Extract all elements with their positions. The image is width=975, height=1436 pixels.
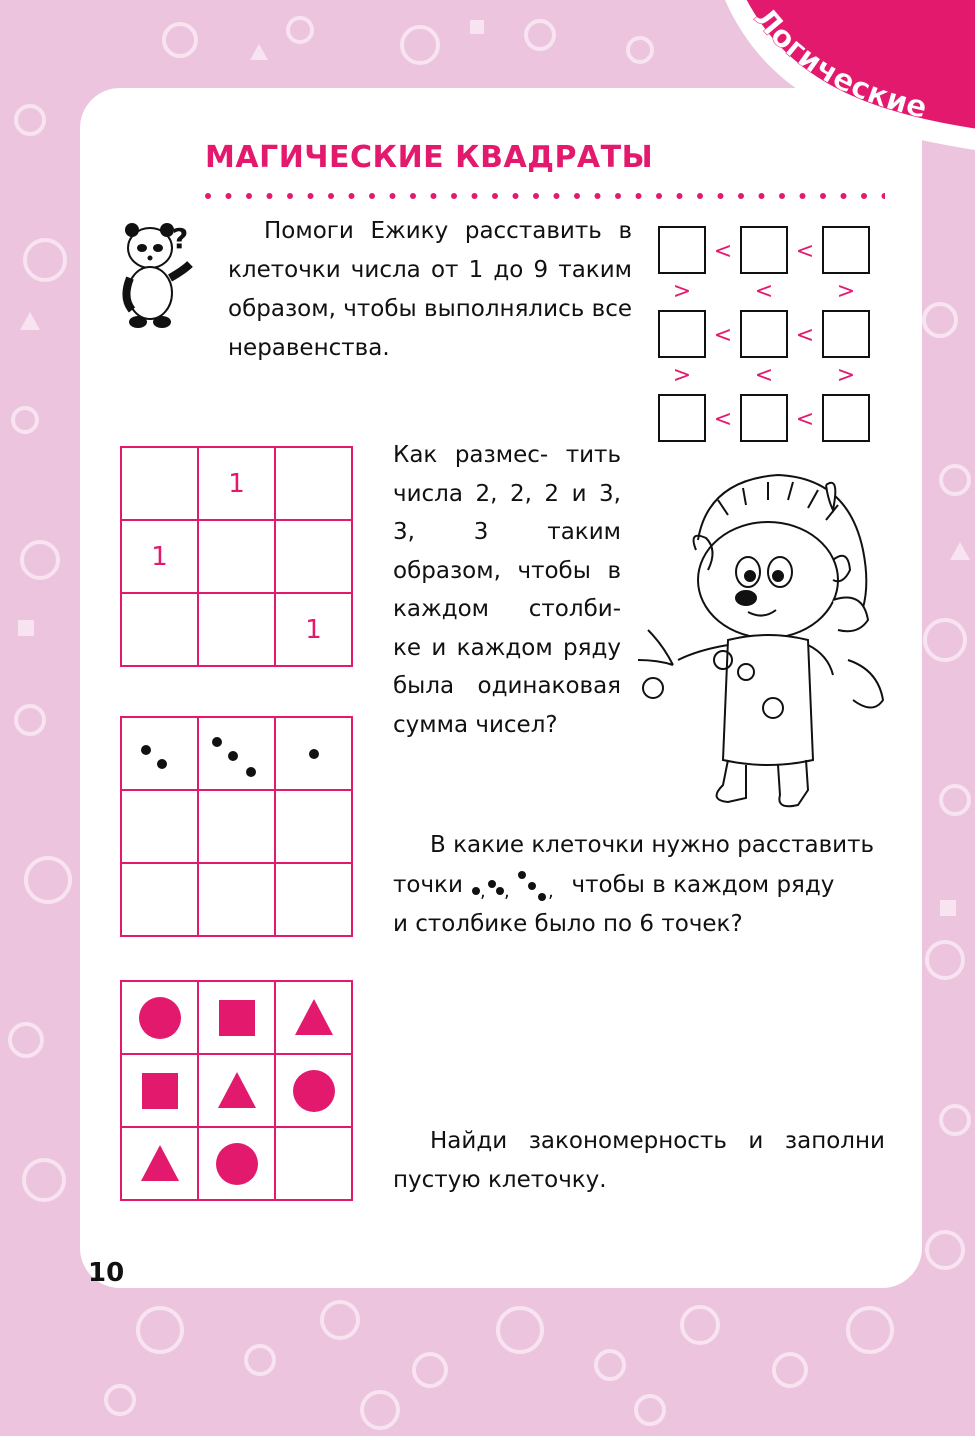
dots-grid[interactable]: [120, 716, 353, 937]
underline-dot: [246, 193, 252, 199]
circle-shape: [135, 993, 185, 1043]
underline-dot: [759, 193, 765, 199]
underline-dot: [677, 193, 683, 199]
inequality-sign: <: [795, 239, 815, 264]
page-number: 10: [88, 1258, 125, 1288]
inequality-cell[interactable]: [823, 311, 869, 357]
inequality-sign: <: [713, 323, 733, 348]
underline-dot: [410, 193, 416, 199]
underline-dot: [533, 193, 539, 199]
number-cell[interactable]: 1: [198, 447, 275, 520]
dot-mark: [212, 737, 222, 747]
shape-cell[interactable]: [275, 981, 352, 1054]
circle-shape: [289, 1066, 339, 1116]
section-tab: [705, 0, 975, 160]
shape-cell[interactable]: [275, 1054, 352, 1127]
shape-cell[interactable]: [121, 1127, 198, 1200]
dots-cell[interactable]: [121, 863, 198, 936]
section-tab-label: Логические: [746, 0, 931, 126]
inequality-sign: <: [713, 239, 733, 264]
underline-dot: [308, 193, 314, 199]
dots-cell[interactable]: [198, 717, 275, 790]
puzzle2-text: Как размес- тить числа 2, 2, 2 и 3, 3, 3 таким образом, чтобы в каждом столби- ке и каждом ряду была одинаковая сумма чисел?: [393, 442, 621, 738]
inequality-cell[interactable]: [741, 395, 787, 441]
number-cell[interactable]: [121, 593, 198, 666]
inequality-cell[interactable]: [823, 227, 869, 273]
underline-dot: [328, 193, 334, 199]
underline-dot: [226, 193, 232, 199]
dots-cell[interactable]: [275, 863, 352, 936]
dots-cell[interactable]: [121, 717, 198, 790]
dots-cell[interactable]: [198, 863, 275, 936]
shape-cell[interactable]: [198, 1054, 275, 1127]
underline-dot: [861, 193, 867, 199]
shape-cell[interactable]: [198, 981, 275, 1054]
dots-cell[interactable]: [198, 790, 275, 863]
inequality-sign-vertical: >: [672, 363, 692, 388]
inequality-sign-vertical: >: [836, 279, 856, 304]
underline-dot: [451, 193, 457, 199]
underline-dot: [205, 193, 211, 199]
circle-shape: [212, 1139, 262, 1189]
underline-dot: [431, 193, 437, 199]
puzzle3-line1: В какие клеточки нужно расставить: [430, 832, 875, 858]
number-cell[interactable]: [275, 520, 352, 593]
triangle-shape: [135, 1139, 185, 1189]
underline-dot: [615, 193, 621, 199]
underline-dot: [882, 193, 886, 199]
underline-dot: [841, 193, 847, 199]
inequality-cell[interactable]: [659, 227, 705, 273]
underline-dot: [554, 193, 560, 199]
shape-cell[interactable]: [121, 981, 198, 1054]
shape-cell[interactable]: [198, 1127, 275, 1200]
inequality-sign-vertical: <: [754, 363, 774, 388]
inequality-sign: <: [795, 407, 815, 432]
dot-mark: [309, 749, 319, 759]
dots-cell[interactable]: [275, 717, 352, 790]
svg-text:,: ,: [480, 880, 486, 902]
underline-dot: [779, 193, 785, 199]
underline-dot: [656, 193, 662, 199]
underline-dot: [574, 193, 580, 199]
underline-dot: [513, 193, 519, 199]
number-cell[interactable]: [121, 447, 198, 520]
underline-dot: [636, 193, 642, 199]
number-cell[interactable]: [198, 593, 275, 666]
dot-mark: [141, 745, 151, 755]
puzzle4-line1: Найди закономерность и заполни: [430, 1128, 885, 1154]
underline-dot: [492, 193, 498, 199]
panda-illustration: [112, 218, 202, 336]
dot-mark: [157, 759, 167, 769]
underline-dot: [820, 193, 826, 199]
inequality-cell[interactable]: [659, 395, 705, 441]
title-dotted-underline: [205, 193, 885, 199]
dot-mark: [228, 751, 238, 761]
question-mark: ?: [172, 222, 189, 255]
underline-dot: [369, 193, 375, 199]
triangle-shape: [212, 1066, 262, 1116]
inequality-sign-vertical: <: [754, 279, 774, 304]
inequality-sign: <: [795, 323, 815, 348]
inequality-cell[interactable]: [741, 311, 787, 357]
number-cell[interactable]: [198, 520, 275, 593]
inequality-sign-vertical: >: [672, 279, 692, 304]
underline-dot: [595, 193, 601, 199]
number-cell[interactable]: 1: [275, 593, 352, 666]
inequality-cell[interactable]: [823, 395, 869, 441]
puzzle4-line2: пустую клеточку.: [393, 1167, 607, 1193]
shape-cell[interactable]: [121, 1054, 198, 1127]
underline-dot: [738, 193, 744, 199]
underline-dot: [697, 193, 703, 199]
underline-dot: [349, 193, 355, 199]
shapes-grid[interactable]: [120, 980, 353, 1201]
square-shape: [135, 1066, 185, 1116]
inequality-cell[interactable]: [659, 311, 705, 357]
dots-cell[interactable]: [275, 790, 352, 863]
svg-text:,: ,: [548, 880, 554, 902]
hedgehog-illustration: [628, 460, 890, 820]
number-grid[interactable]: [120, 446, 353, 667]
shape-cell[interactable]: [275, 1127, 352, 1200]
puzzle3-line2-end: чтобы в каждом ряду: [571, 872, 835, 898]
underline-dot: [718, 193, 724, 199]
underline-dot: [267, 193, 273, 199]
square-shape: [212, 993, 262, 1043]
underline-dot: [390, 193, 396, 199]
inequality-grid[interactable]: [655, 225, 890, 445]
svg-text:,: ,: [504, 880, 510, 902]
number-cell[interactable]: 1: [121, 520, 198, 593]
dot-patterns-icon: [470, 869, 564, 903]
triangle-shape: [289, 993, 339, 1043]
page-title: МАГИЧЕСКИЕ КВАДРАТЫ: [205, 140, 654, 175]
inequality-sign: <: [713, 407, 733, 432]
underline-dot: [472, 193, 478, 199]
puzzle3-line2-start: точки: [393, 872, 463, 898]
puzzle3-line2: [393, 866, 893, 905]
underline-dot: [800, 193, 806, 199]
inequality-cell[interactable]: [741, 227, 787, 273]
puzzle3-line3: и столбике было по 6 точек?: [393, 911, 743, 937]
number-cell[interactable]: [275, 447, 352, 520]
underline-dot: [287, 193, 293, 199]
puzzle1-text: Помоги Ежику расставить в клеточки числа от 1 до 9 таким образом, чтобы выполнялись все неравенства.: [228, 218, 632, 361]
dots-cell[interactable]: [121, 790, 198, 863]
dot-mark: [246, 767, 256, 777]
inequality-sign-vertical: >: [836, 363, 856, 388]
